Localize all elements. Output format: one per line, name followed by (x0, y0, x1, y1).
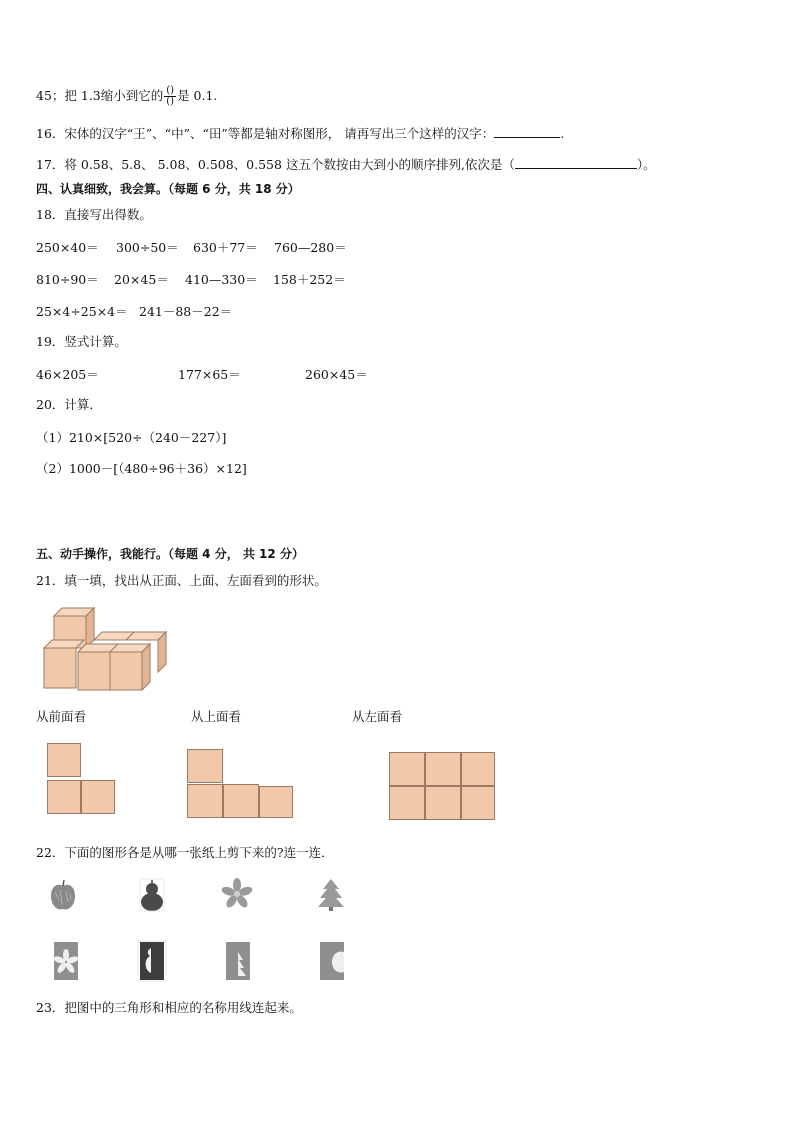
q18-item: 250×40＝ (36, 240, 99, 255)
view-label-front: 从前面看 (36, 709, 87, 724)
q18-item: 410—330＝ (185, 272, 258, 287)
question-22-title: 22．下面的图形各是从哪一张纸上剪下来的?连一连． (36, 845, 334, 860)
paper-tree-cut-icon[interactable] (224, 940, 252, 982)
question-21-title: 21．填一填，找出从正面、上面、左面看到的形状。 (36, 573, 327, 588)
view-square (425, 786, 461, 820)
left-view-figure[interactable] (389, 752, 495, 820)
gourd-icon[interactable] (137, 878, 167, 912)
paper-gourd-cut-icon[interactable] (137, 940, 167, 982)
q17-text: 17．将 0.58、5.8、 5.08、0.508、0.558 这五个数按由大到小的顺序排列,依次是（ (36, 157, 515, 172)
question-19-title: 19．竖式计算。 (36, 334, 127, 349)
q18-item: 25×4÷25×4＝ (36, 304, 128, 319)
q18-item: 810÷90＝ (36, 272, 99, 287)
view-square (259, 786, 293, 818)
view-square (425, 752, 461, 786)
view-square (461, 786, 495, 820)
paper-apple-cut-icon[interactable] (318, 940, 346, 982)
q18-item: 300÷50＝ (116, 240, 179, 255)
view-label-top: 从上面看 (191, 709, 242, 724)
question-23-title: 23．把图中的三角形和相应的名称用线连起来。 (36, 1000, 302, 1015)
section-4-title: 四、认真细致，我会算。（每题 6 分，共 18 分） (36, 182, 300, 196)
view-square (389, 786, 425, 820)
q19-item: 177×65＝ (178, 367, 241, 382)
tree-icon[interactable] (317, 878, 345, 912)
q20-item: （1）210×[520÷（240－227）] (36, 430, 227, 445)
q20-item: （2）1000－[（480÷96＋36）×12] (36, 461, 247, 476)
q18-item: 158＋252＝ (273, 272, 346, 287)
question-16 (36, 125, 564, 142)
view-label-left: 从左面看 (352, 709, 403, 724)
view-square (187, 784, 223, 818)
view-square (461, 752, 495, 786)
front-view-figure[interactable] (47, 743, 119, 819)
q18-item: 760—280＝ (274, 240, 347, 255)
view-square (389, 752, 425, 786)
view-square (187, 749, 223, 783)
q16-end: . (560, 126, 565, 141)
flower-icon[interactable] (220, 878, 254, 910)
q18-item: 20×45＝ (114, 272, 169, 287)
question-18-title: 18．直接写出得数。 (36, 207, 152, 222)
q15-suffix: 是 0.1. (177, 88, 218, 103)
cube-stack-figure (40, 602, 172, 694)
q18-item: 630＋77＝ (193, 240, 258, 255)
q17-end: ）。 (636, 157, 656, 172)
view-square (81, 780, 115, 814)
top-view-figure[interactable] (187, 749, 293, 821)
paper-flower-cut-icon[interactable] (52, 940, 80, 982)
question-17 (36, 156, 656, 173)
view-square (47, 780, 81, 814)
view-square (223, 784, 259, 818)
q19-item: 46×205＝ (36, 367, 99, 382)
apple-icon[interactable] (50, 878, 76, 912)
q19-item: 260×45＝ (305, 367, 368, 382)
view-square (47, 743, 81, 777)
q17-answer-blank[interactable] (515, 156, 637, 169)
q15-prefix: 45；把 1.3缩小到它的 (36, 88, 164, 103)
question-20-title: 20．计算． (36, 397, 102, 412)
question-15 (36, 86, 217, 107)
fraction-numerator: () (166, 85, 175, 96)
q16-text: 16．宋体的汉字“王”、“中”、“田”等都是轴对称图形， 请再写出三个这样的汉字： (36, 126, 495, 141)
section-5-title: 五、动手操作，我能行。（每题 4 分， 共 12 分） (36, 547, 304, 561)
fraction-denominator: () (166, 96, 175, 107)
q18-item: 241－88－22＝ (139, 304, 233, 319)
q16-answer-blank[interactable] (494, 125, 560, 138)
fraction-blank[interactable] (164, 86, 176, 107)
